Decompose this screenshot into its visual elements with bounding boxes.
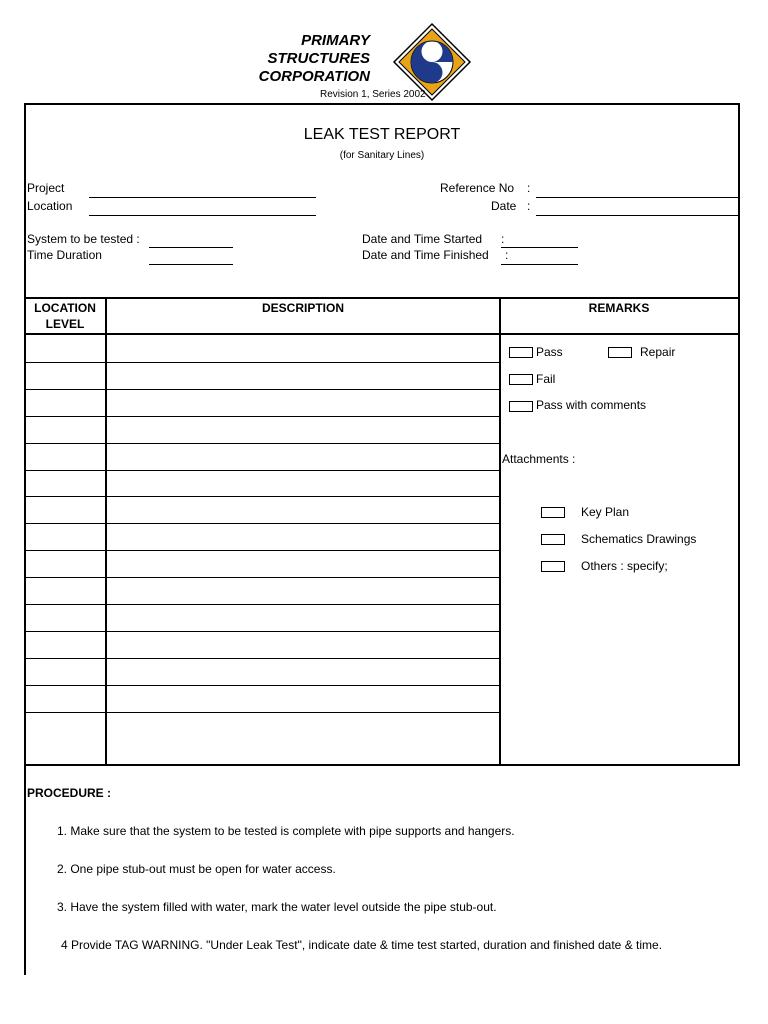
started-field[interactable] <box>501 247 578 248</box>
started-colon: : <box>501 232 505 246</box>
report-title: LEAK TEST REPORT <box>303 126 461 143</box>
frame-top-border <box>24 103 740 105</box>
column-header-description: DESCRIPTION <box>261 301 344 315</box>
table-row-divider <box>24 658 500 659</box>
table-row-divider <box>24 631 500 632</box>
procedure-step-2: 2. One pipe stub-out must be open for water access. <box>57 862 336 876</box>
frame-left-border <box>24 103 26 975</box>
table-row-divider <box>24 712 500 713</box>
system-label: System to be tested : <box>27 232 140 246</box>
attachments-label: Attachments : <box>502 452 576 466</box>
report-subtitle: (for Sanitary Lines) <box>339 150 425 161</box>
table-row-divider <box>24 523 500 524</box>
date-label: Date <box>491 199 517 213</box>
company-line-3: CORPORATION <box>258 68 370 85</box>
table-row-divider <box>24 550 500 551</box>
revision-label: Revision 1, Series 2002 <box>320 89 426 100</box>
finished-colon: : <box>505 248 509 262</box>
pass-checkbox[interactable] <box>509 347 533 358</box>
table-row-divider <box>24 496 500 497</box>
table-row-divider <box>24 389 500 390</box>
others-label: Others : specify; <box>581 559 668 573</box>
procedure-step-1: 1. Make sure that the system to be tested is complete with pipe supports and hangers. <box>57 824 515 838</box>
location-field[interactable] <box>89 215 316 216</box>
table-row-divider <box>24 362 500 363</box>
others-checkbox[interactable] <box>541 561 565 572</box>
location-label: Location <box>27 199 73 213</box>
table-header-bottom-border <box>24 333 740 335</box>
system-field[interactable] <box>149 247 233 248</box>
table-top-border <box>24 297 740 299</box>
column-header-remarks: REMARKS <box>588 301 650 315</box>
reference-no-field[interactable] <box>536 197 738 198</box>
finished-field[interactable] <box>501 264 578 265</box>
project-label: Project <box>27 181 65 195</box>
pass-with-comments-label: Pass with comments <box>536 398 647 412</box>
table-col-divider-2 <box>499 297 501 765</box>
date-colon: : <box>527 199 531 213</box>
column-header-location-line2: LEVEL <box>45 317 85 331</box>
table-row-divider <box>24 604 500 605</box>
table-row-divider <box>24 416 500 417</box>
project-field[interactable] <box>89 197 316 198</box>
duration-label: Time Duration <box>27 248 102 262</box>
repair-label: Repair <box>640 345 676 359</box>
frame-right-border <box>738 103 740 765</box>
procedure-heading: PROCEDURE : <box>27 786 112 800</box>
key-plan-checkbox[interactable] <box>541 507 565 518</box>
pass-with-comments-checkbox[interactable] <box>509 401 533 412</box>
company-line-2: STRUCTURES <box>267 50 370 67</box>
table-row-divider <box>24 443 500 444</box>
table-row-divider <box>24 685 500 686</box>
company-line-1: PRIMARY <box>301 32 370 49</box>
procedure-step-4: 4 Provide TAG WARNING. "Under Leak Test", indicate date & time test started, duration and finished date & time. <box>61 938 663 952</box>
column-header-location <box>24 300 106 332</box>
date-field[interactable] <box>536 215 738 216</box>
pass-label: Pass <box>536 345 563 359</box>
schematics-label: Schematics Drawings <box>581 532 697 546</box>
fail-label: Fail <box>536 372 556 386</box>
schematics-checkbox[interactable] <box>541 534 565 545</box>
table-row-divider <box>24 470 500 471</box>
fail-checkbox[interactable] <box>509 374 533 385</box>
duration-field[interactable] <box>149 264 233 265</box>
key-plan-label: Key Plan <box>581 505 630 519</box>
started-label: Date and Time Started <box>362 232 483 246</box>
company-name <box>230 32 370 86</box>
finished-label: Date and Time Finished <box>362 248 489 262</box>
table-row-divider <box>24 577 500 578</box>
repair-checkbox[interactable] <box>608 347 632 358</box>
reference-no-label: Reference No <box>440 181 515 195</box>
procedure-step-3: 3. Have the system filled with water, mark the water level outside the pipe stub-out. <box>57 900 497 914</box>
table-col-divider-1 <box>105 297 107 765</box>
column-header-location-line1: LOCATION <box>34 301 96 315</box>
reference-no-colon: : <box>527 181 531 195</box>
table-bottom-border <box>24 764 740 766</box>
